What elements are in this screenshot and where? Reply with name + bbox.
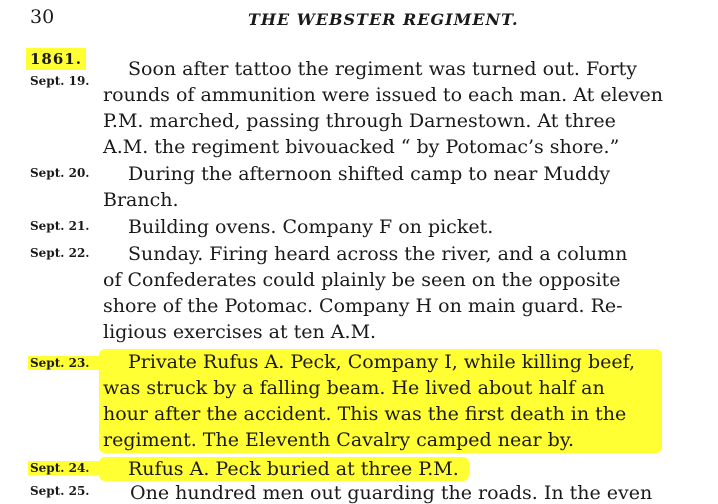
- entry-line: shore of the Potomac. Company H on main guard. Re-: [103, 295, 623, 317]
- entry-date: Sept. 22.: [30, 246, 90, 260]
- entry-line: regiment. The Eleventh Cavalry camped near by.: [103, 429, 575, 451]
- page-number: 30: [30, 6, 55, 28]
- entry-date: Sept. 24.: [28, 461, 101, 475]
- entry-date: Sept. 21.: [30, 219, 90, 233]
- entry-line: Private Rufus A. Peck, Company I, while killing beef,: [128, 351, 636, 373]
- entry-date: Sept. 25.: [30, 484, 90, 498]
- entry-line: A.M. the regiment bivouacked “ by Potomac’s shore.”: [103, 136, 620, 158]
- entry-line: Building ovens. Company F on picket.: [128, 216, 494, 238]
- entry-line: One hundred men out guarding the roads. In the even: [130, 482, 653, 504]
- entry-line: Rufus A. Peck buried at three P.M.: [128, 458, 459, 480]
- entry-line: of Confederates could plainly be seen on the opposite: [103, 269, 621, 291]
- running-title: THE WEBSTER REGIMENT.: [248, 10, 519, 29]
- entry-line: During the afternoon shifted camp to near Muddy: [128, 163, 611, 185]
- entry-line: rounds of ammunition were issued to each man. At eleven: [103, 84, 664, 106]
- entry-line: Sunday. Firing heard across the river, and a column: [128, 243, 628, 265]
- year-heading: 1861.: [26, 48, 86, 70]
- entry-line: P.M. marched, passing through Darnestown. At three: [103, 110, 616, 132]
- entry-date: Sept. 19.: [30, 74, 90, 88]
- entry-line: Soon after tattoo the regiment was turned out. Forty: [128, 58, 638, 80]
- entry-date: Sept. 23.: [28, 356, 101, 370]
- entry-line: Branch.: [103, 189, 179, 211]
- entry-line: hour after the accident. This was the first death in the: [103, 403, 627, 425]
- entry-line: was struck by a falling beam. He lived about half an: [103, 377, 605, 399]
- entry-date: Sept. 20.: [30, 166, 90, 180]
- entry-line: ligious exercises at ten A.M.: [103, 321, 377, 343]
